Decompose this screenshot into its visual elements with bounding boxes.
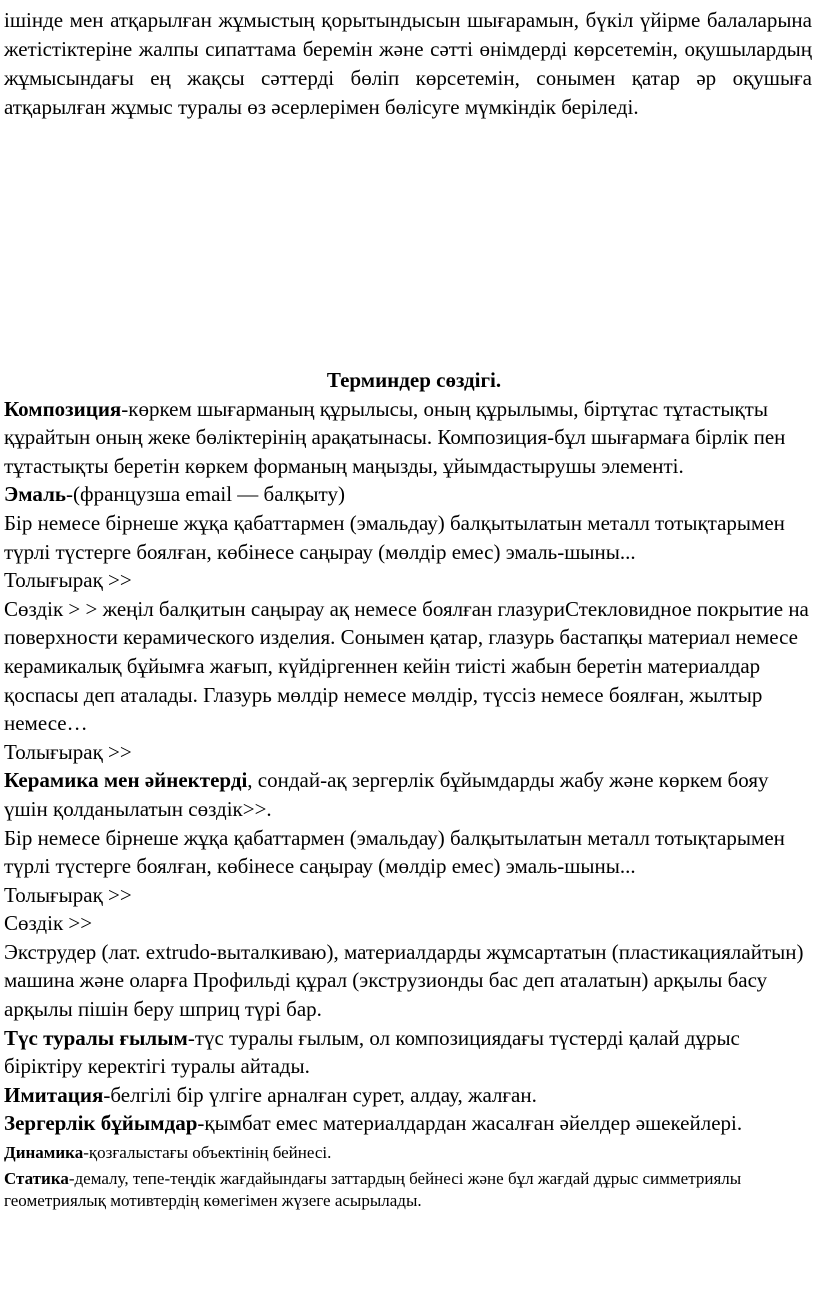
definition-statics: -демалу, тепе-теңдік жағдайындағы заттардың бейнесі және бұл жағдай дұрыс симметриялы геометриялық мотивтердің көмегімен жүзеге асырылады. bbox=[4, 1169, 742, 1211]
glossary-entry-ceramics bbox=[4, 766, 812, 823]
definition-enamel: -(французша email — балқыту) bbox=[65, 482, 345, 507]
glaze-description: Сөздік > > жеңіл балқитын саңырау ақ немесе боялған глазуриСтекловидное покрытие на поверхности керамического изделия. Сонымен қатар, глазурь бастапқы материал немесе керамикалық бұйымға жағып, күйдіргеннен кейін тиісті жабын беретін материалдар қоспасы деп аталады. Глазурь мөлдір немесе мөлдір, түссіз немесе боялған, жылтыр немесе… bbox=[4, 596, 809, 736]
glossary-entry-statics bbox=[4, 1168, 812, 1212]
glossary-entry-jewelry bbox=[4, 1109, 812, 1138]
definition-composition: -көркем шығарманың құрылысы, оның құрылымы, біртұтас тұтастықты құрайтын оның жеке бөліктерінің арақатынасы. Композиция-бұл шығармаға бірлік пен тұтастықты беретін көркем форманың маңызды, ұйымдастырушы элементі. bbox=[4, 396, 786, 478]
definition-jewelry: -қымбат емес материалдардан жасалған әйелдер әшекейлері. bbox=[197, 1111, 743, 1136]
term-dynamics: Динамика bbox=[4, 1143, 84, 1163]
intro-paragraph: ішінде мен атқарылған жұмыстың қорытындысын шығарамын, бүкіл үйірме балаларына жетістіктеріне жалпы сипаттама беремін және сәтті өнімдерді көрсетемін, оқушылардың жұмысындағы ең жақсы сәттерді бөліп көрсетемін, сонымен қатар әр оқушыға атқарылған жұмыс туралы өз әсерлерімен бөлісуге мүмкіндік беріледі. bbox=[4, 8, 812, 119]
glossary-entry-enamel bbox=[4, 480, 812, 509]
term-composition: Композиция bbox=[4, 396, 122, 421]
glossary-section bbox=[4, 366, 812, 1212]
enamel-description-1: Бір немесе бірнеше жұқа қабаттармен (эмальдау) балқытылатын металл тотықтарымен түрлі түстерге боялған, көбінесе саңырау (мөлдір емес) эмаль-шыны... bbox=[4, 510, 785, 564]
glossary-title: Терминдер сөздігі. bbox=[326, 368, 502, 392]
read-more-link-3[interactable]: Толығырақ >> bbox=[4, 882, 132, 907]
term-jewelry: Зергерлік бұйымдар bbox=[4, 1111, 198, 1136]
glossary-entry-color-science bbox=[4, 1024, 812, 1081]
read-more-link-2[interactable]: Толығырақ >> bbox=[4, 739, 132, 764]
glossary-entry-composition bbox=[4, 395, 812, 481]
term-statics: Статика bbox=[4, 1169, 69, 1189]
read-more-link-1[interactable]: Толығырақ >> bbox=[4, 568, 132, 593]
definition-color-science: -түс туралы ғылым, ол композициядағы түстерді қалай дұрыс біріктіру керектігі туралы айтады. bbox=[4, 1025, 740, 1079]
term-imitation: Имитация bbox=[4, 1082, 104, 1107]
definition-ceramics: , сондай-ақ зергерлік бұйымдарды жабу және көркем бояу үшін қолданылатын сөздік>>. bbox=[4, 768, 769, 821]
term-color-science: Түс туралы ғылым bbox=[4, 1025, 188, 1050]
glossary-entry-imitation bbox=[4, 1081, 812, 1110]
definition-imitation: -белгілі бір үлгіге арналған сурет, алдау, жалған. bbox=[103, 1082, 537, 1107]
term-enamel: Эмаль bbox=[4, 482, 66, 507]
dictionary-link[interactable]: Сөздік >> bbox=[4, 911, 93, 936]
extruder-description: Экструдер (лат. extrudo-выталкиваю), материалдарды жұмсартатын (пластикациялайтын) машина және оларға Профильді құрал (экструзионды бас деп аталатын) арқылы басу арқылы пішін беру шприц түрі бар. bbox=[4, 939, 804, 1022]
term-ceramics: Керамика мен әйнектерді bbox=[4, 768, 248, 793]
definition-dynamics: -қозғалыстағы объектінің бейнесі. bbox=[83, 1143, 332, 1163]
enamel-description-2: Бір немесе бірнеше жұқа қабаттармен (эмальдау) балқытылатын металл тотықтарымен түрлі түстерге боялған, көбінесе саңырау (мөлдір емес) эмаль-шыны... bbox=[4, 825, 785, 879]
glossary-entry-dynamics bbox=[4, 1142, 812, 1164]
